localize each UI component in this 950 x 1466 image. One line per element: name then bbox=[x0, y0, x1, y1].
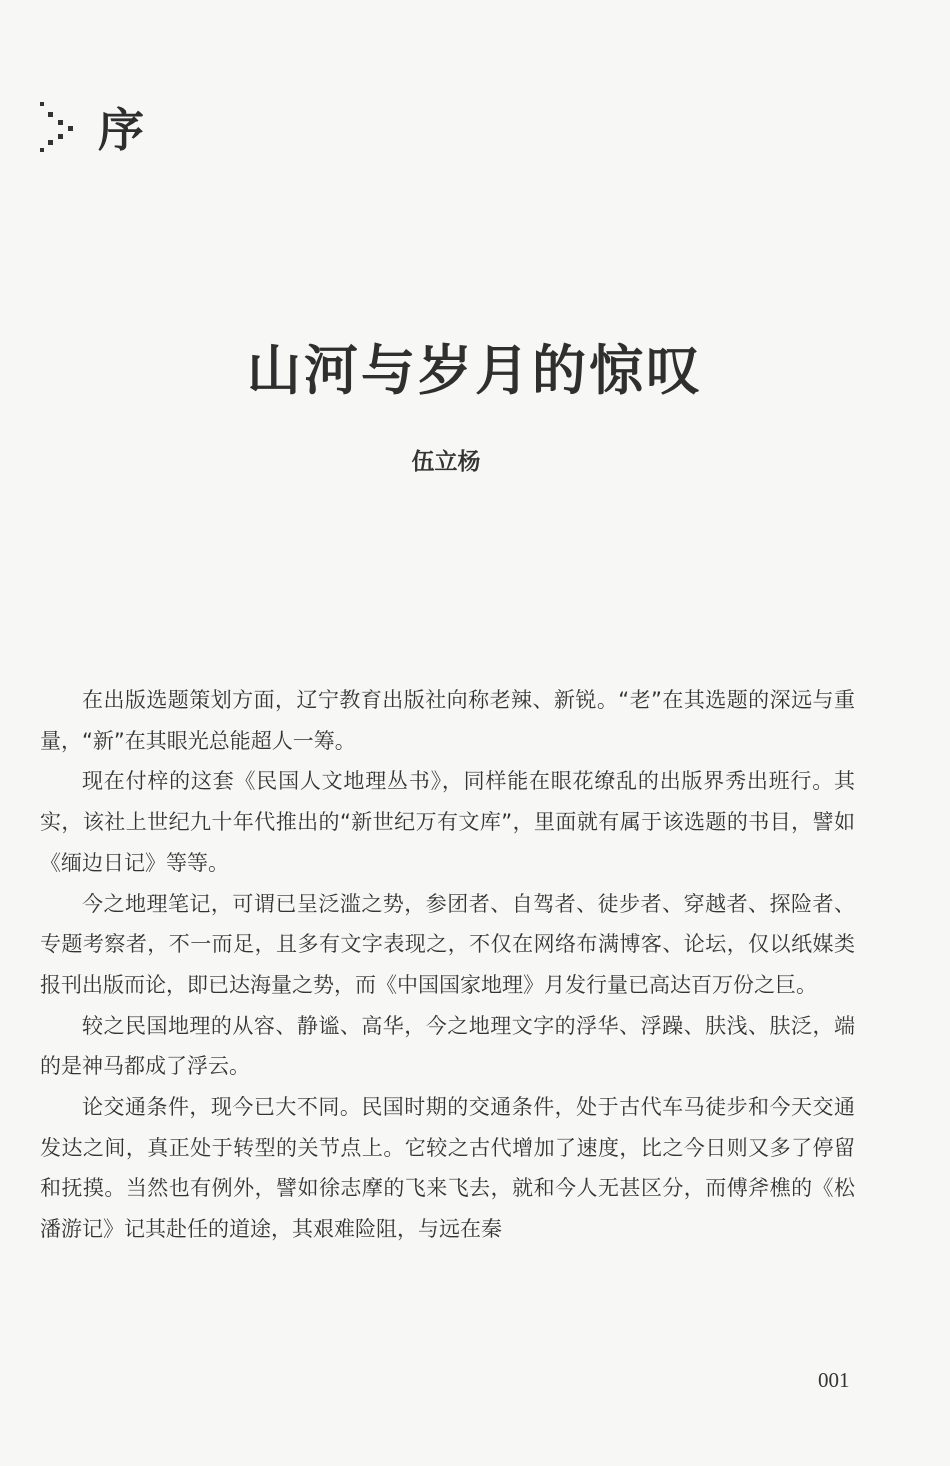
paragraph: 在出版选题策划方面，辽宁教育出版社向称老辣、新锐。“老”在其选题的深远与重量，“新”在其眼光总能超人一筹。 bbox=[40, 688, 855, 753]
paragraph: 今之地理笔记，可谓已呈泛滥之势，参团者、自驾者、徒步者、穿越者、探险者、专题考察者，不一而足，且多有文字表现之，不仅在网络布满博客、论坛，仅以纸媒类报刊出版而论，即已达海量之势，而《中国国家地理》月发行量已高达百万份之巨。 bbox=[40, 891, 855, 997]
author-name: 伍立杨 bbox=[411, 449, 481, 475]
paragraph: 较之民国地理的从容、静谧、高华，今之地理文字的浮华、浮躁、肤浅、肤泛，端的是神马都成了浮云。 bbox=[40, 1013, 855, 1079]
page-number: 001 bbox=[818, 1368, 850, 1392]
article-body bbox=[40, 680, 855, 1250]
paragraph: 现在付梓的这套《民国人文地理丛书》，同样能在眼花缭乱的出版界秀出班行。其实，该社上世纪九十年代推出的“新世纪万有文库”，里面就有属于该选题的书目，譬如《缅边日记》等等。 bbox=[40, 769, 855, 875]
dotted-arrow-icon bbox=[36, 98, 96, 158]
paragraph: 论交通条件，现今已大不同。民国时期的交通条件，处于古代车马徒步和今天交通发达之间，真正处于转型的关节点上。它较之古代增加了速度，比之今日则又多了停留和抚摸。当然也有例外，譬如徐志摩的飞来飞去，就和今人无甚区分，而傅斧樵的《松潘游记》记其赴任的道途，其艰难险阻，与远在秦 bbox=[40, 1095, 855, 1242]
article-title: 山河与岁月的惊叹 bbox=[247, 338, 703, 402]
section-label: 序 bbox=[98, 103, 144, 157]
